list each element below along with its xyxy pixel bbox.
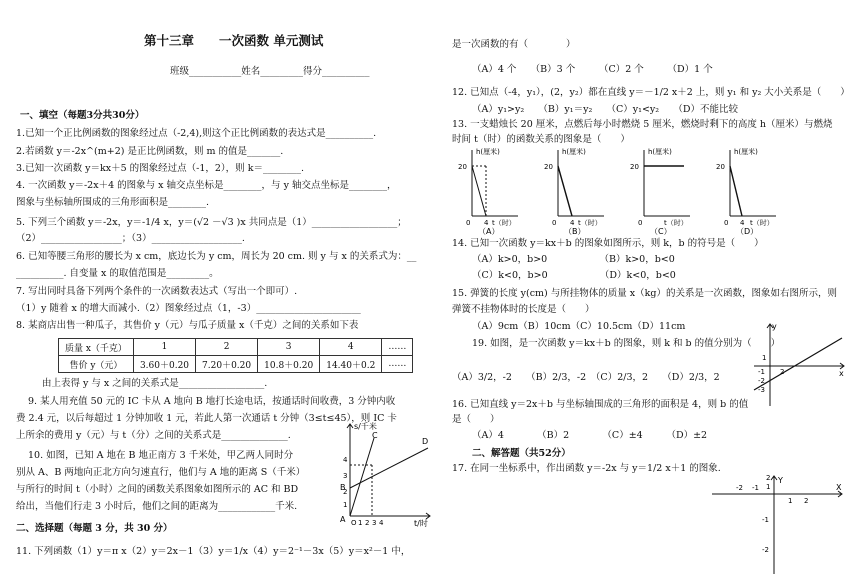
question-13-line2: 时间 t（时）的函数关系的图象是（ ） [452, 134, 630, 145]
grid-ytick-2: 2 [766, 474, 771, 482]
graph-b-xlabel: t（时） [578, 219, 602, 227]
question-16-line1: 16. 已知直线 y＝2x＋b 与坐标轴围成的三角形的面积是 4，则 b 的值 [452, 399, 749, 410]
question-3: 3.已知一次函数 y＝kx＋5 的图象经过点（-1，2），则 k＝________. [16, 163, 304, 174]
question-8-answer: 由上表得 y 与 x 之间的关系式是__________________. [42, 378, 268, 389]
table-cell: 1 [133, 339, 195, 356]
point-label-c: C [372, 431, 378, 440]
question-14-options-1: （A）k>0，b>0 （B）k>0，b<0 [472, 254, 675, 265]
y-tick-3: 3 [343, 472, 348, 480]
question-16-options: （A）4 （B）2 （C）±4 （D）±2 [472, 430, 708, 441]
tick-2: 2 [780, 368, 785, 376]
question-11: 11. 下列函数（1）y＝π x（2）y＝2x－1（3）y＝1/x（4）y＝2⁻¹－3x（5）y＝x²－1 中， [16, 546, 411, 557]
grid-xtick-2: 2 [804, 497, 809, 505]
question-6-line2: __________. 自变量 x 的取值范围是_________。 [16, 268, 219, 279]
graph-a-origin: 0 [466, 219, 471, 227]
graph-c-ylabel: h(厘米) [648, 148, 672, 156]
choice-a: （A） [478, 227, 500, 236]
question-10-line4: 给出，当他们行走 3 小时后，他们之间的距离为____________千米. [16, 501, 298, 512]
table-cell: 7.20＋0.20 [196, 356, 258, 373]
table-cell: 14.40＋0.2 [320, 356, 382, 373]
x-tick-3: 3 [372, 519, 377, 527]
tick-neg1: -1 [758, 368, 765, 376]
tick-1: 1 [762, 354, 767, 362]
question-11-options: （A）4 个 （B）3 个 （C）2 个 （D）1 个 [472, 64, 713, 75]
question-9-line1: 9. 某人用充值 50 元的 IC 卡从 A 地向 B 地打长途电话，按通话时间收费，3 分钟内收 [28, 396, 396, 407]
graph-b-ytick: 20 [544, 163, 553, 171]
question-19-options: （A）3/2，-2 （B）2/3，-2 （C）2/3，2 （D）2/3，2 [452, 372, 720, 383]
question-16-line2: 是（ ） [452, 414, 500, 425]
linear-function-graph [750, 320, 848, 410]
graph-c-origin: 0 [638, 219, 643, 227]
question-4-line2: 图象与坐标轴所围成的三角形面积是________. [16, 197, 210, 208]
point-label-a: A [340, 515, 346, 524]
graph-d-origin: 0 [724, 219, 729, 227]
graph-c-xlabel: t（时） [664, 219, 688, 227]
question-5-line2: （2）_________________；（3）___________________. [16, 233, 245, 244]
blank-coordinate-grid [708, 474, 848, 578]
table-cell: …… [382, 356, 413, 373]
grid-xtick-neg2: -2 [736, 484, 743, 492]
question-10-line3: 与所行的时间 t（小时）之间的函数关系图象如图所示的 AC 和 BD [16, 484, 299, 495]
y-tick-1: 1 [343, 501, 348, 509]
graph-d-ylabel: h(厘米) [734, 148, 758, 156]
grid-ytick-neg1: -1 [762, 516, 769, 524]
question-1: 1.已知一个正比例函数的图象经过点（-2,4),则这个正比例函数的表达式是__________. [16, 128, 377, 139]
point-label-d: D [422, 437, 429, 446]
question-15-line2: 弹簧不挂物体时的长度是（ ） [452, 304, 595, 315]
graph-c [630, 147, 690, 236]
tick-neg2: -2 [758, 377, 765, 385]
y-tick-2: 2 [343, 488, 348, 496]
question-9-line3: 上所余的费用 y（元）与 t（分）之间的关系式是______________. [16, 430, 291, 441]
graph-c-ytick: 20 [630, 163, 639, 171]
graph-a-xtick: 4 [484, 219, 489, 227]
question-6-line1: 6. 已知等腰三角形的腰长为 x cm，底边长为 y cm，周长为 20 cm. 则 y 与 x 的关系式为：__ [16, 251, 417, 262]
section-fill-in-heading: 一、填空（每题3分共30分） [20, 110, 145, 121]
question-4-line1: 4. 一次函数 y＝-2x＋4 的图象与 x 轴交点坐标是________，与 y 轴交点坐标是________， [16, 180, 397, 191]
grid-axis-x: X [836, 483, 842, 492]
table-row [59, 339, 413, 356]
question-15-options: （A）9cm（B）10cm（C）10.5cm（D）11cm [472, 321, 686, 332]
table-cell: 质量 x（千克） [59, 339, 134, 356]
choice-c: （C） [650, 227, 672, 236]
axis-label-x: x [839, 369, 844, 378]
question-2: 2.若函数 y＝-2x^(m+2) 是正比例函数，则 m 的值是_______. [16, 146, 284, 157]
graph-a-ylabel: h(厘米) [476, 148, 500, 156]
table-cell: 4 [320, 339, 382, 356]
x-tick-4: 4 [379, 519, 384, 527]
graph-d-xlabel: t（时） [750, 219, 774, 227]
choice-d: （D） [736, 227, 759, 236]
grid-ytick-neg2: -2 [762, 546, 769, 554]
y-tick-4: 4 [343, 456, 348, 464]
graph-a-xlabel: t（时） [492, 219, 516, 227]
question-8: 8. 某商店出售一种瓜子，其售价 y（元）与瓜子质量 x（千克）之间的关系如下表 [16, 320, 359, 331]
axis-label-s: s/千米 [354, 422, 377, 431]
table-cell: 售价 y（元） [59, 356, 134, 373]
table-cell: 3.60＋0.20 [133, 356, 195, 373]
question-7-line1: 7. 写出同时具备下列两个条件的一次函数表达式（写出一个即可）. [16, 286, 298, 297]
tick-neg3: -3 [758, 386, 765, 394]
graph-b-origin: 0 [552, 219, 557, 227]
question-12-options: （A）y₁>y₂ （B）y₁＝y₂ （C）y₁<y₂ （D）不能比较 [472, 104, 738, 115]
question-12: 12. 已知点（-4，y₁），(2，y₂）都在直线 y＝－1/2 x＋2 上，则 y₁ 和 y₂ 大小关系是（ ） [452, 87, 850, 98]
axis-label-t: t/时 [414, 519, 428, 528]
graph-a-ytick: 20 [458, 163, 467, 171]
grid-xtick-1: 1 [788, 497, 793, 505]
graph-d [716, 147, 776, 236]
grid-xtick-neg1: -1 [752, 484, 759, 492]
student-info-line: 班级___________姓名_________得分__________ [170, 66, 370, 77]
point-label-b: B [340, 483, 346, 492]
table-cell: 3 [258, 339, 320, 356]
x-tick-1: 1 [358, 519, 363, 527]
graph-b-ylabel: h(厘米) [562, 148, 586, 156]
table-cell: 10.8＋0.20 [258, 356, 320, 373]
graph-d-xtick: 4 [740, 219, 745, 227]
price-table [58, 338, 413, 373]
x-tick-2: 2 [365, 519, 370, 527]
distance-time-graph [334, 418, 434, 528]
table-cell: …… [382, 339, 413, 356]
question-7-line2: （1）y 随着 x 的增大而减小.（2）图象经过点（1，-3）______________________ [16, 303, 361, 314]
graph-b-xtick: 4 [570, 219, 575, 227]
page-title: 第十三章 一次函数 单元测试 [144, 33, 324, 48]
graph-d-ytick: 20 [716, 163, 725, 171]
question-14: 14. 已知一次函数 y＝kx＋b 的图象如图所示，则 k，b 的符号是（ ） [452, 238, 764, 249]
grid-axis-y: Y [778, 476, 783, 485]
question-15-line1: 15. 弹簧的长度 y(cm) 与所挂物体的质量 x（kg）的关系是一次函数，图象如右图所示，则 [452, 288, 837, 299]
section-answer-heading: 二、解答题（共52分） [472, 448, 571, 459]
choice-b: （B） [564, 227, 586, 236]
section-choice-heading: 二、选择题（每题 3 分，共 30 分） [16, 523, 173, 534]
question-19: 19. 如图，是一次函数 y＝kx＋b 的图象，则 k 和 b 的值分别为（ ） [472, 338, 781, 349]
question-5-line1: 5. 下列三个函数 y＝-2x，y＝-1/4 x，y＝(√2 －√3 )x 共同点是（1）__________________； [16, 217, 407, 228]
question-10-line2: 别从 A、B 两地向正北方向匀速直行，他们与 A 地的距离 S（千米） [16, 467, 306, 478]
candle-graphs [450, 144, 846, 236]
question-10-line1: 10. 如图，已知 A 地在 B 地正南方 3 千米处，甲乙两人同时分 [28, 450, 294, 461]
graph-b [544, 147, 604, 236]
question-13-line1: 13. 一支蜡烛长 20 厘米，点燃后每小时燃烧 5 厘米，燃烧时剩下的高度 h（厘米）与燃烧 [452, 119, 833, 130]
axis-label-y: y [772, 322, 777, 331]
table-cell: 2 [196, 339, 258, 356]
graph-a [458, 147, 518, 236]
origin-label: O [351, 519, 357, 527]
question-11-continued: 是一次函数的有（ ） [452, 39, 576, 50]
question-14-options-2: （C）k<0，b>0 （D）k<0，b<0 [472, 270, 676, 281]
table-row [59, 356, 413, 373]
question-9-line2: 费 2.4 元，以后每超过 1 分钟加收 1 元，若此人第一次通话 t 分钟（3≤t≤45），则 IC 卡 [16, 413, 397, 424]
grid-ytick-1: 1 [766, 483, 771, 491]
question-17: 17. 在同一坐标系中，作出函数 y＝-2x 与 y＝1/2 x＋1 的图象. [452, 463, 721, 474]
